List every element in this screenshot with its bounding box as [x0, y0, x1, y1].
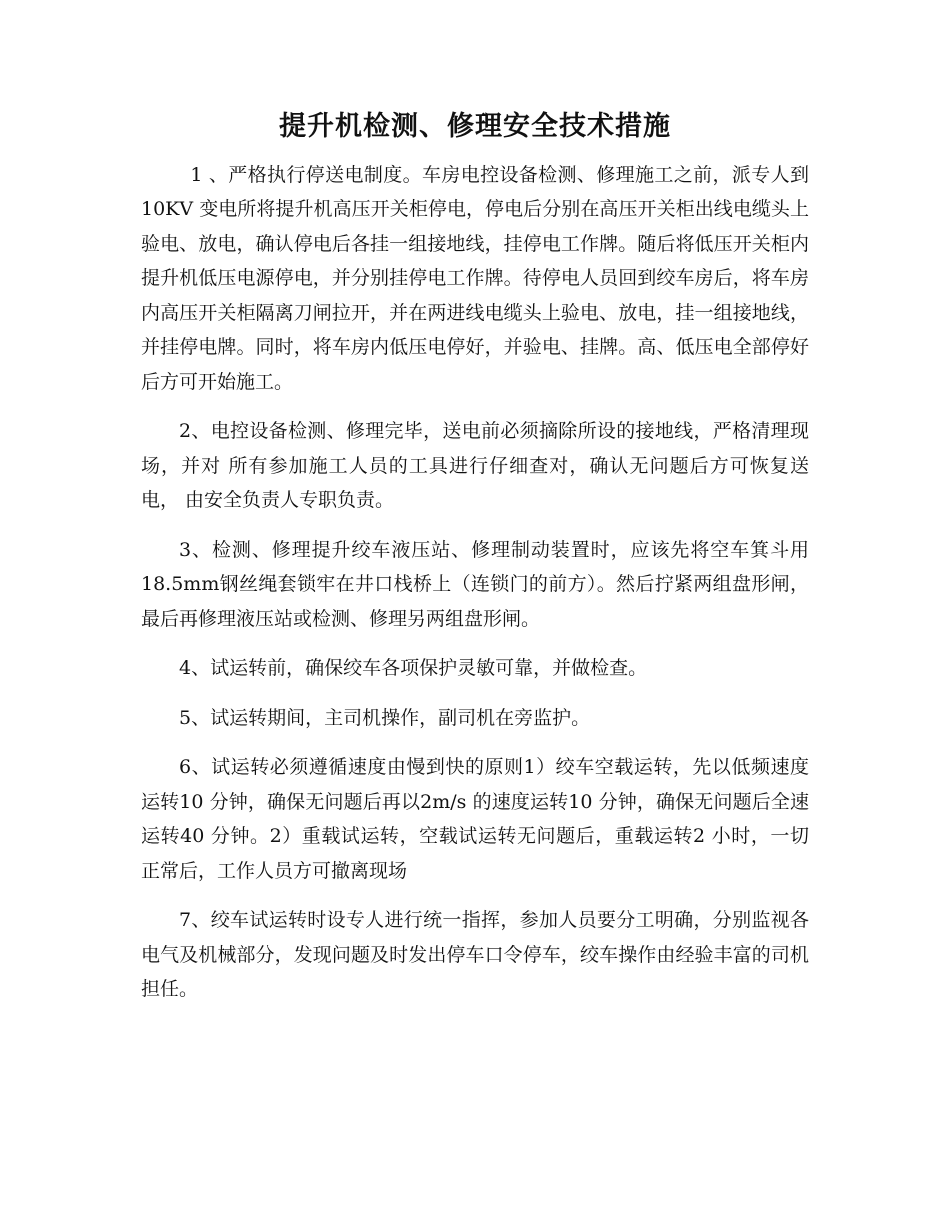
paragraph-7: 7、绞车试运转时设专人进行统一指挥，参加人员要分工明确，分别监视各电气及机械部分，发现问题及时发出停车口令停车，绞车操作由经验丰富的司机担任。: [141, 909, 809, 1001]
paragraph-2: 2、电控设备检测、修理完毕，送电前必须摘除所设的接地线，严格清理现场，并对 所有参加施工人员的工具进行仔细查对，确认无问题后方可恢复送电， 由安全负责人专职负责。: [141, 420, 809, 512]
document-title: 提升机检测、修理安全技术措施: [279, 111, 671, 142]
paragraph-6: 6、试运转必须遵循速度由慢到快的原则1）绞车空载运转，先以低频速度运转10 分钟，确保无问题后再以2m/s 的速度运转10 分钟，确保无问题后全速运转40 分钟。2）重载试运转，空载试运转无问题后，重载运转2 小时，一切正常后，工作人员方可撤离现场: [141, 756, 809, 882]
paragraph-3: 3、检测、修理提升绞车液压站、修理制动装置时，应该先将空车箕斗用18.5mm钢丝绳套锁牢在井口栈桥上（连锁门的前方）。然后拧紧两组盘形闸，最后再修理液压站或检测、修理另两组盘形闸。: [141, 538, 809, 630]
paragraph-1: 1 、严格执行停送电制度。车房电控设备检测、修理施工之前，派专人到10KV 变电所将提升机高压开关柜停电，停电后分别在高压开关柜出线电缆头上验电、放电，确认停电后各挂一组接地线，挂停电工作牌。随后将低压开关柜内提升机低压电源停电，并分别挂停电工作牌。待停电人员回到绞车房后，将车房内高压开关柜隔离刀闸拉开，并在两进线电缆头上验电、放电，挂一组接地线，并挂停电牌。同时，将车房内低压电停好，并验电、挂牌。高、低压电全部停好后方可开始施工。: [141, 163, 809, 393]
document-page: [141, 108, 809, 1022]
paragraph-4: 4、试运转前，确保绞车各项保护灵敏可靠，并做检查。: [179, 657, 648, 680]
paragraph-5: 5、试运转期间，主司机操作，副司机在旁监护。: [179, 706, 591, 729]
